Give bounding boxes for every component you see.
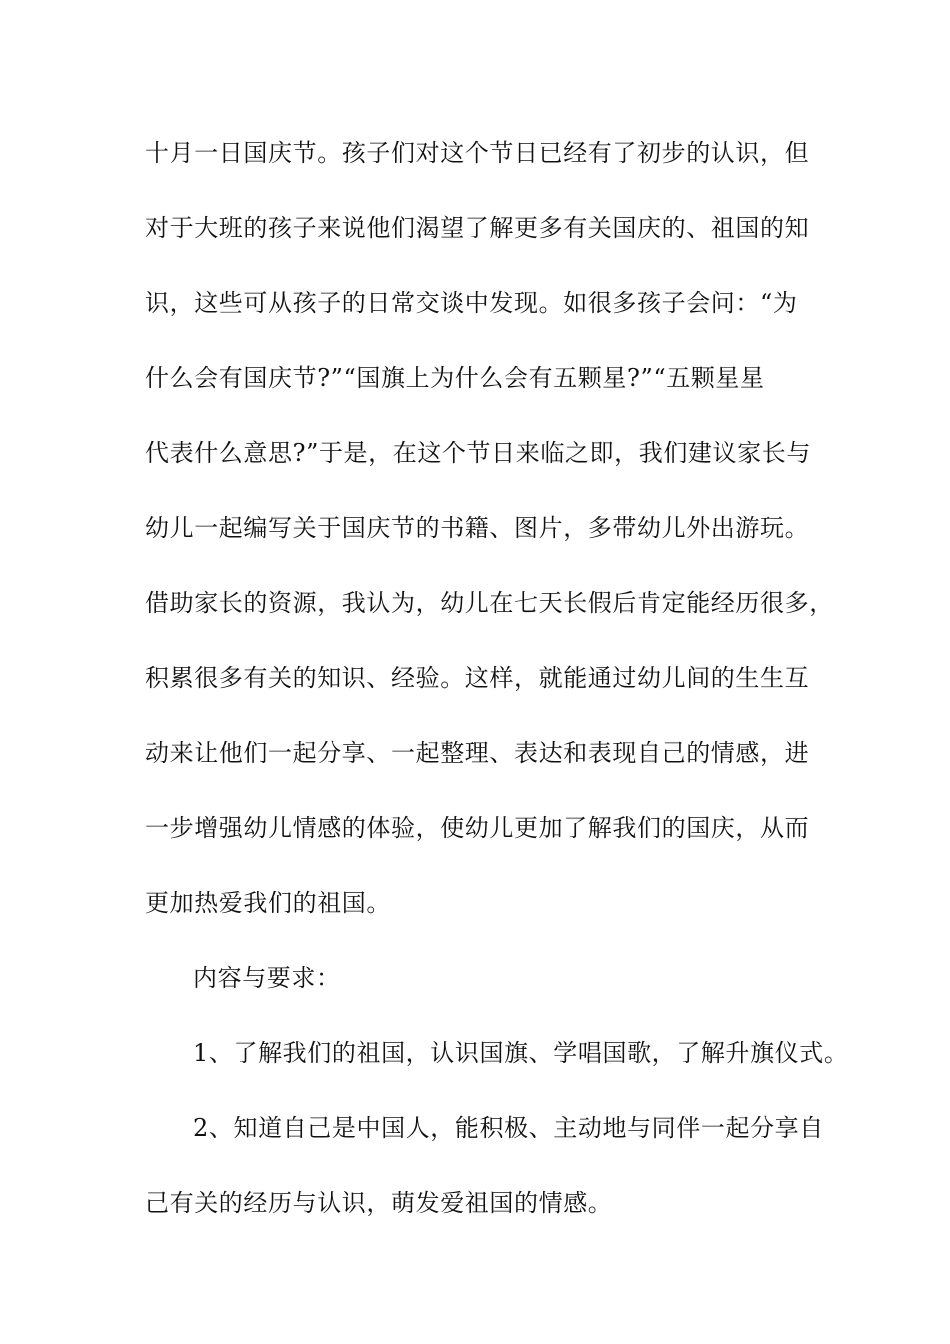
paragraph-line-2: 对于大班的孩子来说他们渴望了解更多有关国庆的、祖国的知 — [145, 214, 810, 242]
list-item-2-line-1: 2、知道自己是中国人，能积极、主动地与同伴一起分享自 — [193, 1114, 824, 1142]
paragraph-line-1: 十月一日国庆节。孩子们对这个节日已经有了初步的认识，但 — [145, 139, 810, 167]
list-item-1: 1、了解我们的祖国，认识国旗、学唱国歌，了解升旗仪式。 — [193, 1039, 849, 1067]
paragraph-line-8: 积累很多有关的知识、经验。这样，就能通过幼儿间的生生互 — [145, 664, 810, 692]
paragraph-line-6: 幼儿一起编写关于国庆节的书籍、图片，多带幼儿外出游玩。 — [145, 514, 810, 542]
paragraph-line-9: 动来让他们一起分享、一起整理、表达和表现自己的情感，进 — [145, 739, 810, 767]
paragraph-line-4: 什么会有国庆节?”“国旗上为什么会有五颗星?”“五颗星星 — [145, 364, 765, 392]
paragraph-line-3: 识，这些可从孩子的日常交谈中发现。如很多孩子会问：“为 — [145, 289, 798, 317]
paragraph-line-10: 一步增强幼儿情感的体验，使幼儿更加了解我们的国庆，从而 — [145, 814, 810, 842]
paragraph-line-7: 借助家长的资源，我认为，幼儿在七天长假后肯定能经历很多， — [145, 589, 834, 617]
list-item-2-line-2: 己有关的经历与认识，萌发爱祖国的情感。 — [145, 1189, 613, 1217]
paragraph-line-11: 更加热爱我们的祖国。 — [145, 889, 391, 917]
paragraph-line-5: 代表什么意思?”于是，在这个节日来临之即，我们建议家长与 — [145, 439, 811, 467]
section-heading: 内容与要求： — [193, 964, 341, 992]
